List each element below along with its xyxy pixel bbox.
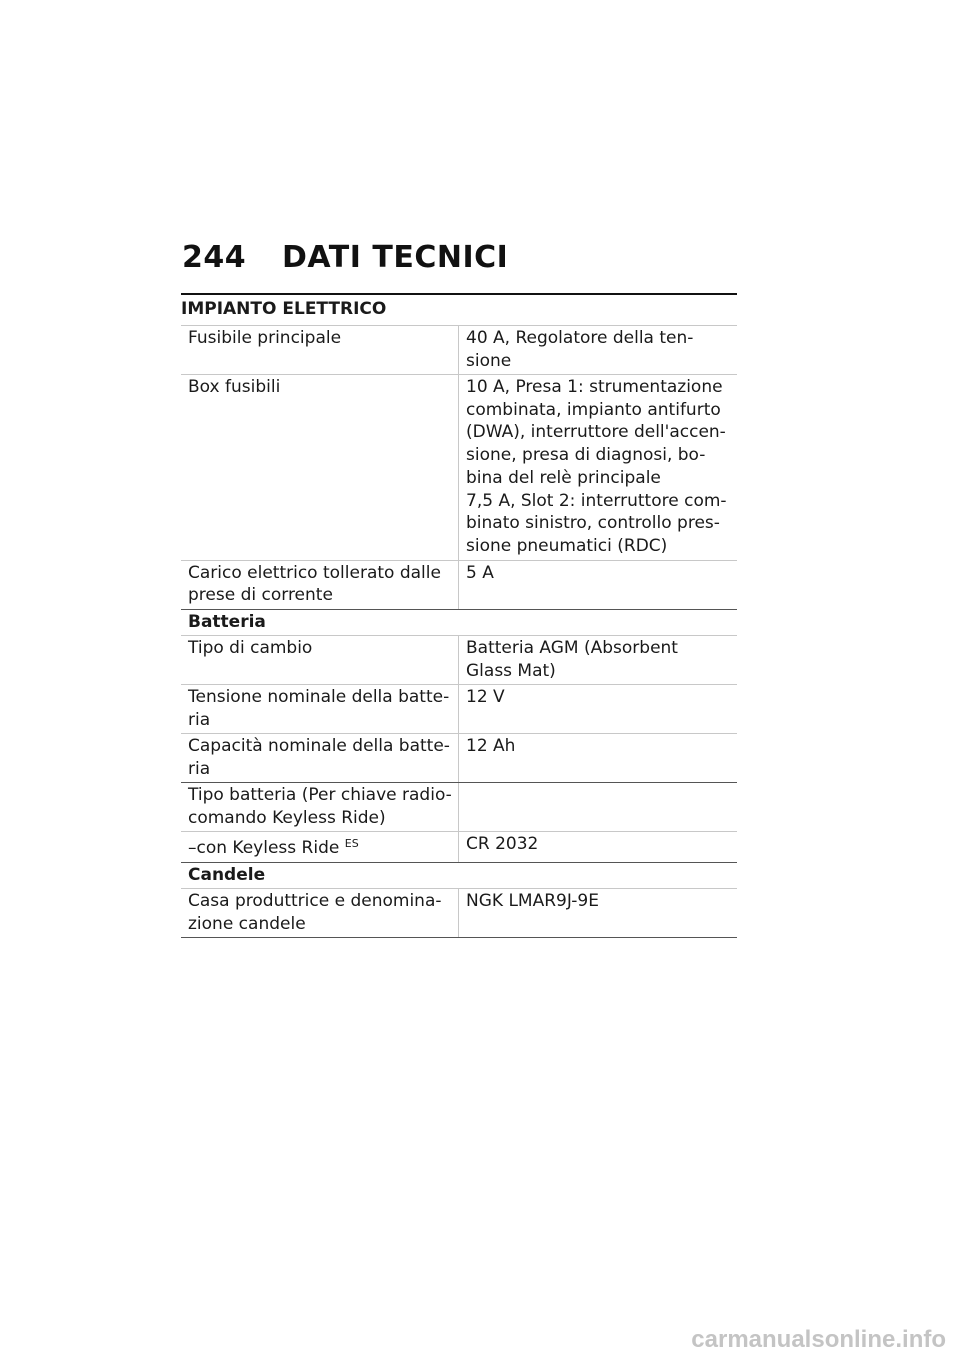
table-row <box>181 326 737 375</box>
spec-table <box>181 325 737 938</box>
watermark: carmanualsonline.info <box>691 1326 946 1353</box>
row-label <box>181 832 459 863</box>
row-label: Box fusibili <box>181 375 459 561</box>
row-label: Capacità nominale della batte- ria <box>181 734 459 783</box>
group-header-row <box>181 862 737 889</box>
row-label: Casa produttrice e denomina- zione candele <box>181 889 459 938</box>
group-label-spark-plugs: Candele <box>181 862 737 889</box>
row-label: Carico elettrico tollerato dalle prese di corrente <box>181 560 459 609</box>
table-row <box>181 636 737 685</box>
row-value: 40 A, Regolatore della ten- sione <box>459 326 738 375</box>
row-value: 5 A <box>459 560 738 609</box>
electrical-system-section <box>181 293 737 938</box>
keyless-superscript: ES <box>344 837 359 851</box>
row-label: Fusibile principale <box>181 326 459 375</box>
row-value <box>459 783 738 832</box>
table-row <box>181 685 737 734</box>
chapter-title: DATI TECNICI <box>282 240 509 275</box>
page-header <box>182 240 508 275</box>
table-row <box>181 375 737 561</box>
row-value: Batteria AGM (Absorbent Glass Mat) <box>459 636 738 685</box>
row-value: 12 Ah <box>459 734 738 783</box>
page-number: 244 <box>182 240 247 275</box>
table-row <box>181 889 737 938</box>
row-value: NGK LMAR9J-9E <box>459 889 738 938</box>
group-label-battery: Batteria <box>181 609 737 636</box>
row-label: Tipo batteria (Per chiave radio- comando Keyless Ride) <box>181 783 459 832</box>
row-label: Tipo di cambio <box>181 636 459 685</box>
table-row <box>181 560 737 609</box>
keyless-label: –con Keyless Ride <box>188 838 340 859</box>
table-row <box>181 783 737 832</box>
section-title: IMPIANTO ELETTRICO <box>181 299 387 319</box>
row-value: CR 2032 <box>459 832 738 863</box>
table-row <box>181 734 737 783</box>
row-value: 12 V <box>459 685 738 734</box>
table-row <box>181 832 737 863</box>
row-value: 10 A, Presa 1: strumentazione combinata, impianto antifurto (DWA), interruttore dell'accen- sione, presa di diagnosi, bo- bina del relè principale 7,5 A, Slot 2: interruttore com- binato sinistro, controllo pres- sione pneumatici (RDC) <box>459 375 738 561</box>
row-label: Tensione nominale della batte- ria <box>181 685 459 734</box>
group-header-row <box>181 609 737 636</box>
